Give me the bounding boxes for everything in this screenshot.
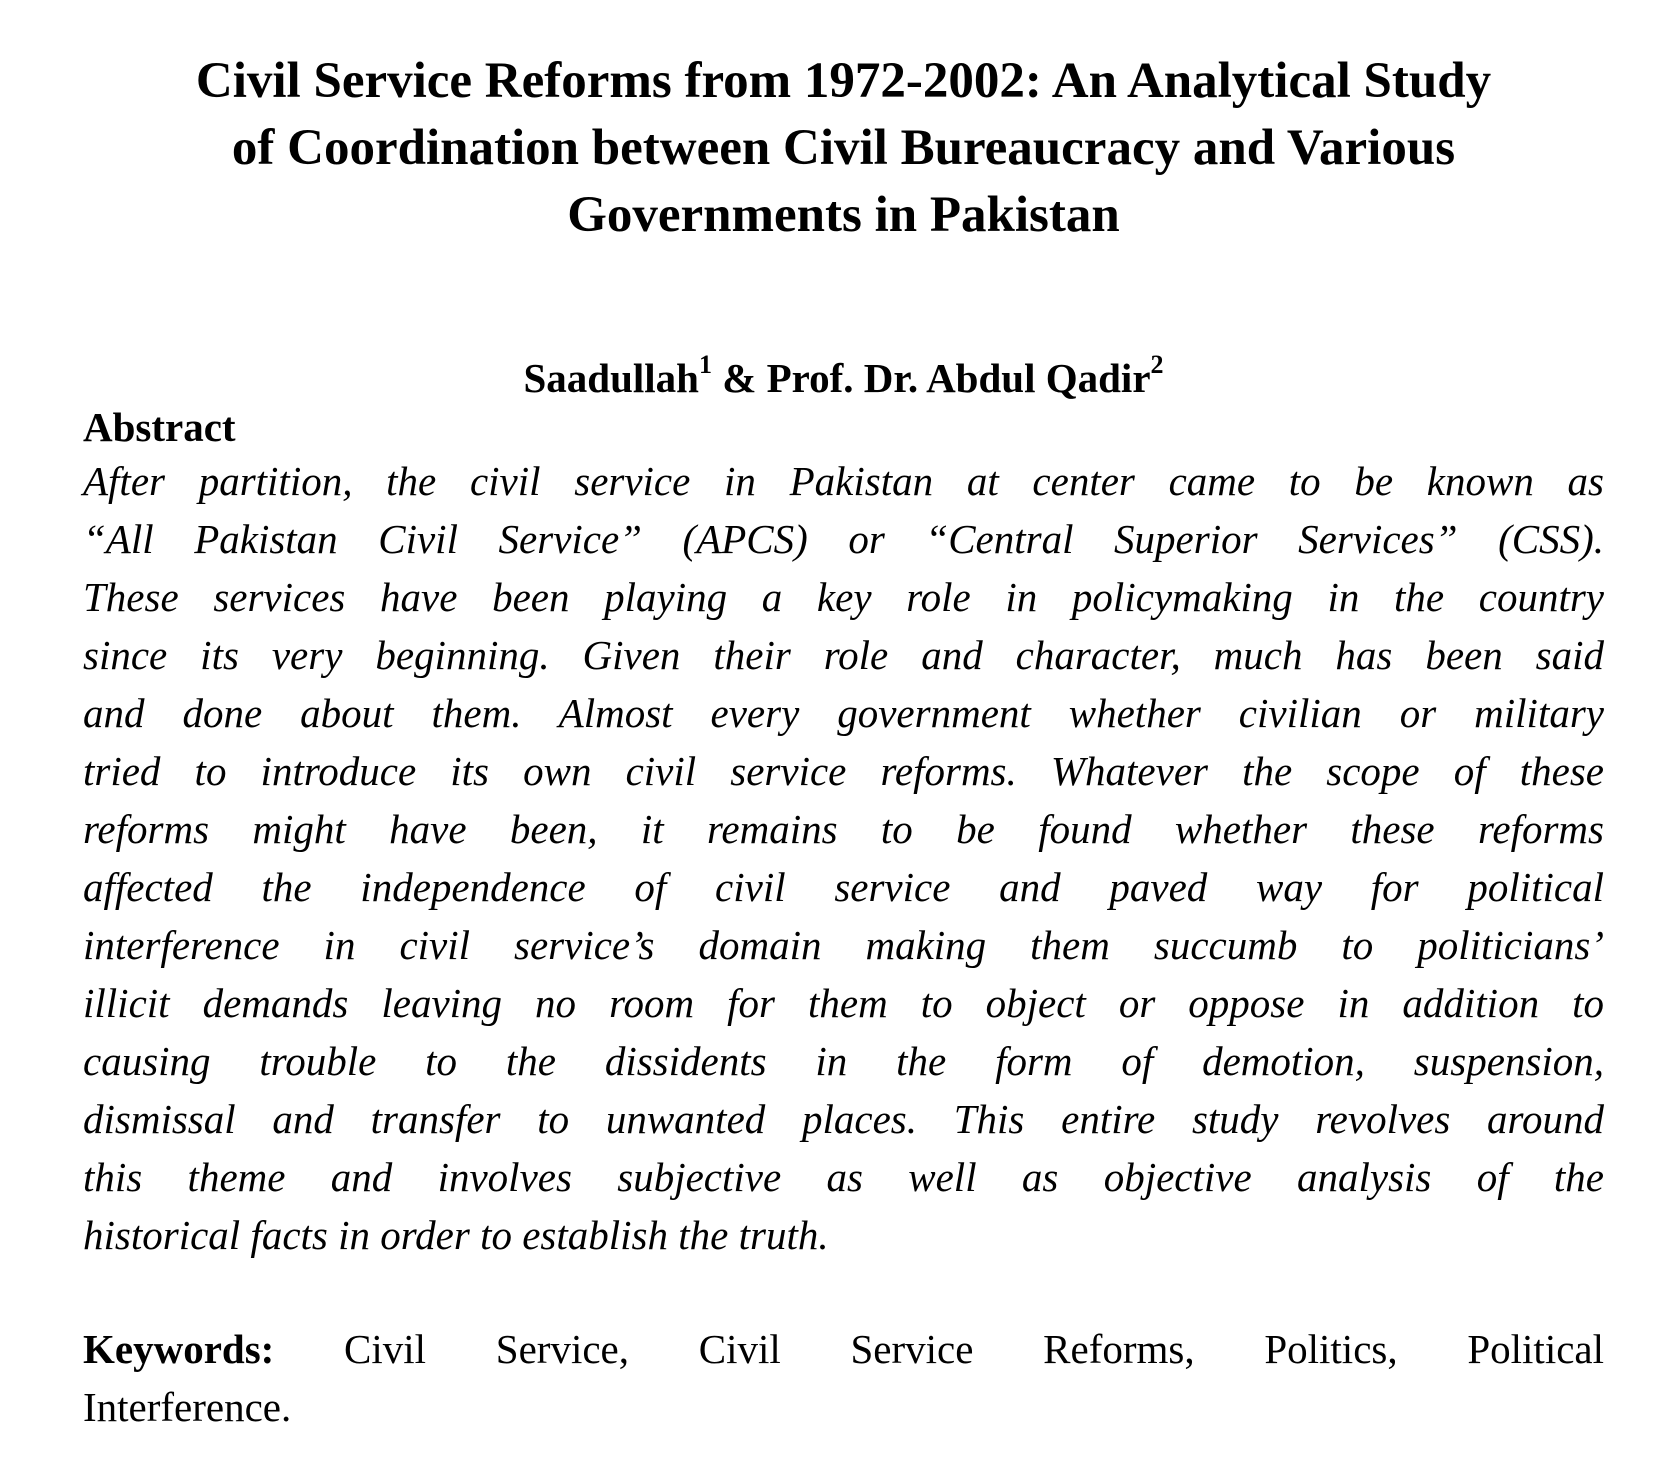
- author-line: [83, 350, 1604, 402]
- abstract-line: interference in civil service’s domain making them succumb to politicians’: [83, 922, 1604, 968]
- abstract-body: [83, 452, 1604, 1264]
- paper-title: [83, 48, 1604, 249]
- abstract-line: causing trouble to the dissidents in the form of demotion, suspension,: [83, 1038, 1604, 1084]
- title-line: of Coordination between Civil Bureaucracy and Various: [231, 120, 1456, 176]
- abstract-line: historical facts in order to establish the truth.: [83, 1212, 829, 1258]
- abstract-line: affected the independence of civil service and paved way for political: [83, 864, 1604, 910]
- affiliation-marker: 1: [698, 350, 712, 380]
- abstract-line: These services have been playing a key role in policymaking in the country: [83, 574, 1604, 620]
- keywords-line: Interference.: [83, 1384, 292, 1430]
- abstract-heading: Abstract: [83, 404, 236, 450]
- abstract-line: since its very beginning. Given their role and character, much has been said: [83, 632, 1604, 678]
- keywords-text: Civil Service, Civil Service Reforms, Politics, Political: [344, 1326, 1604, 1372]
- paper-page: [83, 48, 1604, 1436]
- abstract-line: illicit demands leaving no room for them to object or oppose in addition to: [83, 980, 1604, 1026]
- abstract-line: this theme and involves subjective as well as objective analysis of the: [83, 1154, 1604, 1200]
- abstract-line: dismissal and transfer to unwanted places. This entire study revolves around: [83, 1096, 1604, 1142]
- keywords-line: [83, 1320, 1604, 1378]
- author-name: Saadullah: [523, 355, 699, 401]
- title-line: Governments in Pakistan: [567, 187, 1120, 243]
- abstract-line: After partition, the civil service in Pakistan at center came to be known as: [83, 458, 1604, 504]
- affiliation-marker: 2: [1150, 350, 1164, 380]
- title-line: Civil Service Reforms from 1972-2002: An Analytical Study: [195, 53, 1492, 109]
- author-separator: &: [711, 355, 767, 401]
- abstract-line: “All Pakistan Civil Service” (APCS) or “Central Superior Services” (CSS).: [83, 516, 1604, 562]
- keywords-label: Keywords:: [83, 1326, 275, 1372]
- abstract-line: reforms might have been, it remains to be found whether these reforms: [83, 806, 1604, 852]
- abstract-line: and done about them. Almost every government whether civilian or military: [83, 690, 1604, 736]
- author-name: Prof. Dr. Abdul Qadir: [766, 355, 1151, 401]
- keywords-section: [83, 1320, 1604, 1436]
- abstract-line: tried to introduce its own civil service reforms. Whatever the scope of these: [83, 748, 1604, 794]
